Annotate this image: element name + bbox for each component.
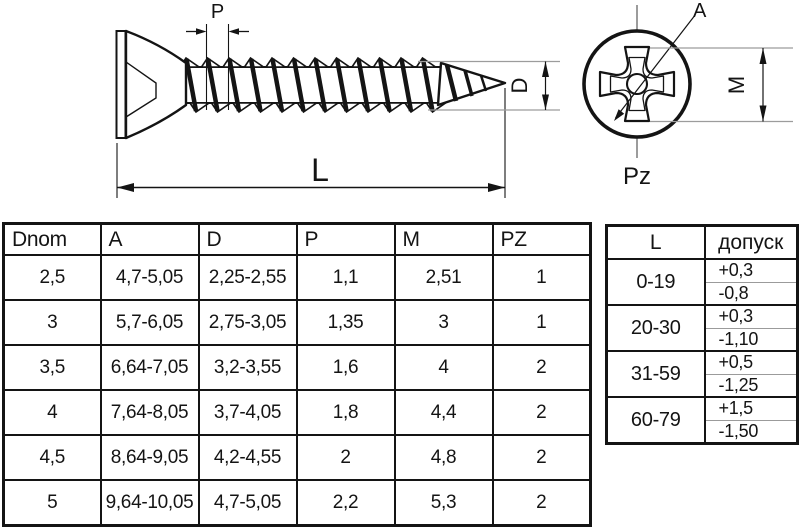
cell: 2,51 bbox=[395, 255, 493, 300]
tolerance-minus: -1,25 bbox=[718, 374, 759, 395]
cell: 9,64-10,05 bbox=[101, 480, 199, 526]
cell: 4,7-5,05 bbox=[101, 255, 199, 300]
col-header-tolerance: допуск bbox=[705, 226, 798, 260]
arrowhead bbox=[488, 183, 505, 192]
tolerance-minus: -1,50 bbox=[718, 420, 759, 441]
col-header-a: A bbox=[101, 224, 199, 256]
cell: 3,2-3,55 bbox=[199, 345, 297, 390]
diameter-label: D bbox=[507, 77, 532, 94]
arrowhead bbox=[542, 62, 549, 78]
length-label: L bbox=[311, 152, 329, 188]
dimensions-table bbox=[2, 222, 592, 527]
cell: 2,25-2,55 bbox=[199, 255, 297, 300]
table-row bbox=[4, 390, 591, 435]
cell: 3 bbox=[395, 300, 493, 345]
tolerance-plus: +0,3 bbox=[706, 260, 797, 283]
cell: 3,7-4,05 bbox=[199, 390, 297, 435]
tolerance-minus: -0,8 bbox=[718, 282, 749, 303]
table-row bbox=[607, 305, 798, 351]
col-header-l: L bbox=[607, 226, 705, 260]
cell: 4,5 bbox=[4, 435, 101, 480]
cell: 2 bbox=[297, 435, 395, 480]
table-row bbox=[4, 345, 591, 390]
col-header-d: D bbox=[199, 224, 297, 256]
screw-head bbox=[117, 31, 187, 138]
head-front-view bbox=[584, 0, 793, 190]
length-range: 31-59 bbox=[607, 351, 705, 397]
drive-type-label: Pz bbox=[622, 163, 652, 190]
arrowhead bbox=[229, 28, 240, 35]
cell: 4 bbox=[395, 345, 493, 390]
arrowhead bbox=[196, 28, 207, 35]
cell: 1 bbox=[493, 255, 591, 300]
screw-tip bbox=[438, 63, 505, 105]
cell: 4,2-4,55 bbox=[199, 435, 297, 480]
cell: 5 bbox=[4, 480, 101, 526]
cell: 5,3 bbox=[395, 480, 493, 526]
cell: 4 bbox=[4, 390, 101, 435]
tolerance-plus: +1,5 bbox=[706, 398, 797, 421]
table-row bbox=[4, 480, 591, 526]
arrowhead bbox=[117, 183, 134, 192]
screw-technical-drawing bbox=[0, 0, 800, 218]
cell: 6,64-7,05 bbox=[101, 345, 199, 390]
table-row bbox=[607, 397, 798, 444]
cell: 3,5 bbox=[4, 345, 101, 390]
table-row bbox=[607, 259, 798, 305]
col-header-p: P bbox=[297, 224, 395, 256]
dimension-p bbox=[186, 1, 249, 110]
table-row bbox=[4, 255, 591, 300]
cell: 4,7-5,05 bbox=[199, 480, 297, 526]
tolerance-minus: -1,10 bbox=[718, 328, 759, 349]
cell: 1,8 bbox=[297, 390, 395, 435]
cell: 2 bbox=[493, 480, 591, 526]
table-row bbox=[4, 435, 591, 480]
cell: 4,8 bbox=[395, 435, 493, 480]
cell: 2 bbox=[493, 390, 591, 435]
screw-threads bbox=[180, 58, 446, 112]
cell: 2,5 bbox=[4, 255, 101, 300]
cell: 5,7-6,05 bbox=[101, 300, 199, 345]
table-row bbox=[4, 300, 591, 345]
cell: 2 bbox=[493, 435, 591, 480]
cell: 8,64-9,05 bbox=[101, 435, 199, 480]
length-tolerance-table bbox=[605, 224, 799, 445]
recess-ref-label: A bbox=[693, 0, 707, 22]
recess-size-label: M bbox=[724, 75, 749, 95]
cell: 2,2 bbox=[297, 480, 395, 526]
cell: 1 bbox=[493, 300, 591, 345]
arrowhead bbox=[760, 106, 767, 122]
pitch-label: P bbox=[210, 1, 225, 23]
cell: 1,35 bbox=[297, 300, 395, 345]
tolerance-plus: +0,3 bbox=[706, 306, 797, 329]
table-header-row bbox=[607, 226, 798, 260]
col-header-dnom: Dnom bbox=[4, 224, 101, 256]
arrowhead bbox=[542, 95, 549, 111]
cell: 7,64-8,05 bbox=[101, 390, 199, 435]
length-range: 60-79 bbox=[607, 397, 705, 444]
table-row bbox=[607, 351, 798, 397]
cell: 2,75-3,05 bbox=[199, 300, 297, 345]
tolerance-plus: +0,5 bbox=[706, 352, 797, 375]
screw-side-view bbox=[117, 31, 506, 138]
col-header-m: M bbox=[395, 224, 493, 256]
cell: 4,4 bbox=[395, 390, 493, 435]
length-range: 20-30 bbox=[607, 305, 705, 351]
arrowhead bbox=[760, 48, 767, 64]
cell: 3 bbox=[4, 300, 101, 345]
cell: 1,6 bbox=[297, 345, 395, 390]
col-header-pz: PZ bbox=[493, 224, 591, 256]
cell: 1,1 bbox=[297, 255, 395, 300]
cell: 2 bbox=[493, 345, 591, 390]
length-range: 0-19 bbox=[607, 259, 705, 305]
table-header-row bbox=[4, 224, 591, 256]
